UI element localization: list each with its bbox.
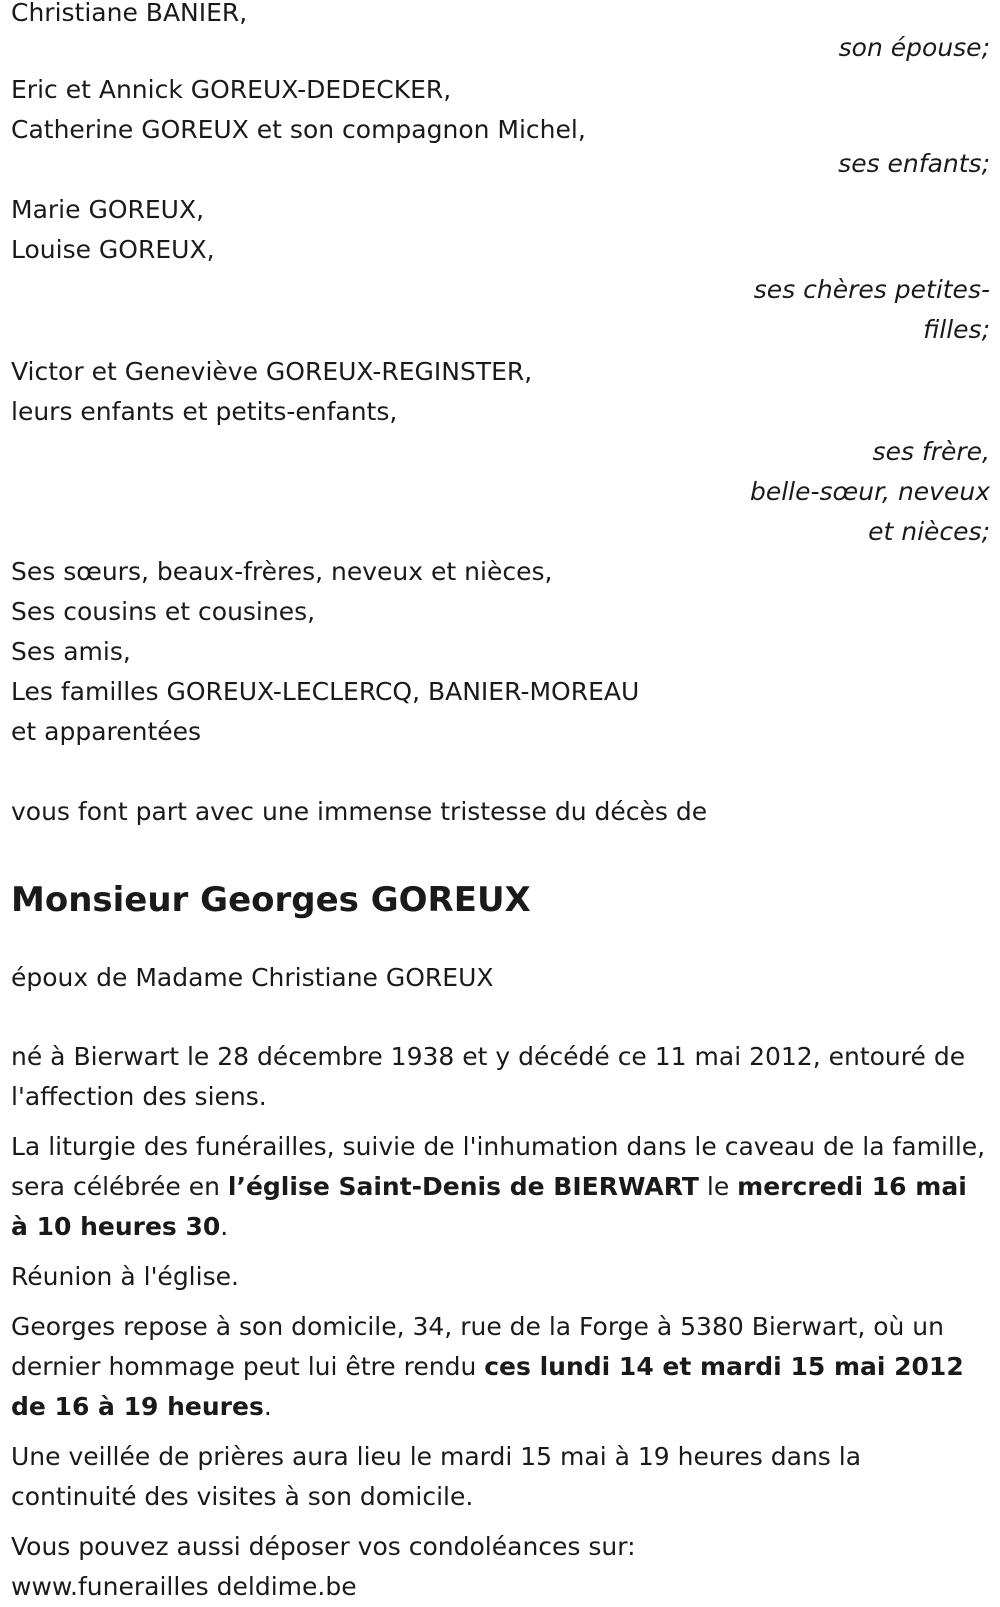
family-line: et apparentées (11, 717, 202, 746)
birth-death-text: né à Bierwart le 28 décembre 1938 et y décédé ce 11 mai 2012, entouré de l'affection des siens. (11, 1042, 966, 1111)
relationship-label: belle-sœur, neveux (749, 477, 990, 506)
viewing-info (11, 1307, 990, 1427)
funeral-text: . (220, 1212, 229, 1241)
relationship-label: ses enfants; (838, 149, 990, 178)
funeral-datetime: mercredi 16 mai à 10 heures 30 (11, 1172, 967, 1241)
obituary-document (11, 0, 990, 1607)
family-line: Victor et Geneviève GOREUX-REGINSTER, (11, 357, 533, 386)
relationship-label: ses frère, (872, 437, 990, 466)
gathering-text: Réunion à l'église. (11, 1262, 239, 1291)
funeral-place: l’église Saint-Denis de BIERWART (227, 1172, 699, 1201)
funeral-text: le (698, 1172, 738, 1201)
relationship-label: filles; (923, 315, 990, 344)
viewing-datetime: ces lundi 14 et mardi 15 mai 2012 de 16 à 19 heures (11, 1352, 964, 1421)
family-siblings (11, 352, 990, 552)
funeral-info (11, 1127, 990, 1247)
spouse-line: époux de Madame Christiane GOREUX (11, 963, 494, 992)
family-line: Marie GOREUX, (11, 195, 205, 224)
family-children (11, 70, 990, 178)
family-line: Christiane BANIER, (11, 0, 248, 27)
relationship-label: son épouse; (838, 33, 990, 62)
family-line: Eric et Annick GOREUX-DEDECKER, (11, 75, 452, 104)
relationship-label: ses chères petites- (753, 275, 990, 304)
family-line: Les familles GOREUX-LECLERCQ, BANIER-MOREAU (11, 677, 640, 706)
family-spouse (11, 0, 990, 70)
deceased-name: Monsieur Georges GOREUX (11, 880, 531, 920)
funeral-text: La liturgie des funérailles, suivie de l'inhumation dans le caveau de la famille, sera célébrée en (11, 1132, 986, 1201)
family-line: Ses amis, (11, 637, 131, 666)
family-line: Louise GOREUX, (11, 235, 215, 264)
announcement-text: vous font part avec une immense tristesse du décès de (11, 797, 708, 826)
viewing-text: . (263, 1392, 272, 1421)
condolences-intro: Vous pouvez aussi déposer vos condoléances sur: (11, 1532, 636, 1561)
family-line: Ses cousins et cousines, (11, 597, 316, 626)
family-line: Catherine GOREUX et son compagnon Michel, (11, 115, 586, 144)
family-others (11, 552, 990, 752)
viewing-text: Georges repose à son domicile, 34, rue de la Forge à 5380 Bierwart, où un dernier hommage peut lui être rendu (11, 1312, 944, 1381)
vigil-text: Une veillée de prières aura lieu le mardi 15 mai à 19 heures dans la continuité des visites à son domicile. (11, 1442, 862, 1511)
relationship-label: et nièces; (868, 517, 990, 546)
condolences-url[interactable]: www.funerailles deldime.be (11, 1572, 357, 1601)
family-line: leurs enfants et petits-enfants, (11, 397, 398, 426)
family-line: Ses sœurs, beaux-frères, neveux et nièces, (11, 557, 553, 586)
family-granddaughters (11, 190, 990, 350)
